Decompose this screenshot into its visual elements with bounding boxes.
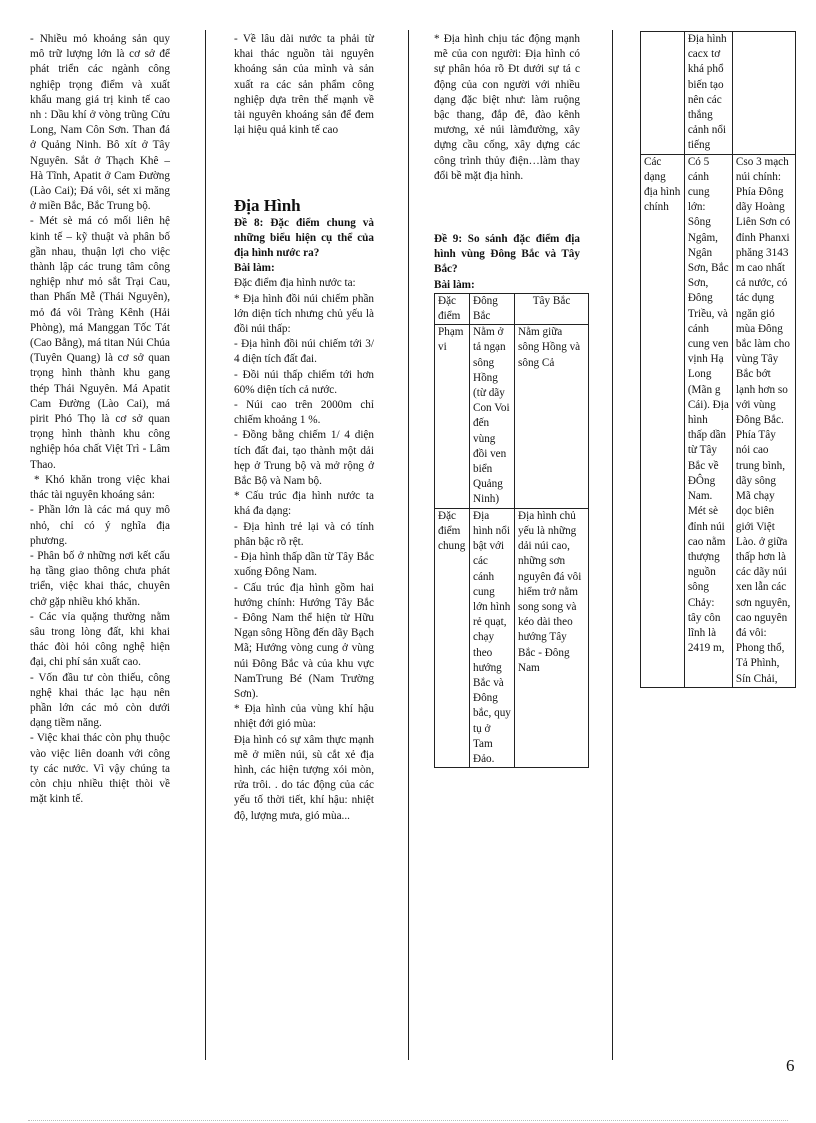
paragraph: - Mét sè má có mối liên hệ kinh tế – kỹ thuật và phân bố gần nhau, thuận lợi cho việc thành lập các trung tâm công nghiệp như mỏ sắt Trại Cau, than Phấn Mễ (Thái Nguyên), mỏ đá vôi Tràng Kênh (Hải Phòng), má Manggan Tốc Tát (Cao Bằng), má titan Núi Chúa (Tuyên Quang) là cơ sở quan trọng hình thành khu gang thép Thái Nguyên. Má Apatit Cam Đường (Lào Cai), má pirit Phó Thọ là cơ sở quan trọng hình thành khu công nghiệp hóa chất Việt Trì - Lâm Thao. [30,215,170,471]
column-2 [234,32,374,824]
table-cell [641,32,685,155]
paragraph: - Đồng bằng chiếm 1/ 4 diện tích đất đai, tạo thành một dải hẹp ở Trung bộ và mở rộng ở Bắc Bộ và Nam bộ. [234,429,374,488]
paragraph: Địa hình có sự xâm thực mạnh mẽ ở miền núi, sù cắt xẻ địa hình, các hiện tượng xói mòn, rửa trôi. . do tác động của các yếu tố thời tiết, khí hậu: nhiệt độ, lượng mưa, gió mùa... [234,733,374,822]
paragraph: * Cấu trúc địa hình nước ta khá đa dạng: [234,490,374,518]
table-cell: Địa hình nổi bật với các cánh cung lớn hình rẻ quạt, chạy theo hướng Bắc và Đông bắc, quy tụ ở Tam Đảo. [470,508,515,767]
table-row [641,32,796,155]
table-cell: Nằm giữa sông Hồng và sông Cả [515,325,589,508]
page-number: 6 [786,1056,795,1075]
column-divider [612,30,613,1060]
paragraph: - Việc khai thác còn phụ thuộc vào việc liên doanh với công ty các nước. Vì vậy chúng ta còn chịu nhiều thiệt thòi về mặt kinh tế. [30,732,170,806]
table-header-cell: Tây Bắc [515,293,589,324]
paragraph: - Nhiều mỏ khoảng sản quy mô trữ lượng lớn là cơ sở để phát triển các ngành công nghiệp trọng điểm và xuất khẩu mang giá trị kinh tế cao nh : Dầu khí ở vòng trũng Cửu Long, Nam Côn Sơn. Than đá ở Quảng Ninh. Bô xít ở Tây Nguyên. Sắt ở Thạch Khê – Hà Tĩnh, Apatit ở Cam Đường (Lào Cai); Đá vôi, sét xi măng ở miền Bắc, Bắc Trung bộ. [30,33,170,213]
column-divider [205,30,206,1060]
paragraph: * Địa hình chịu tác động mạnh mẽ của con người: Địa hình có sự phân hóa rõ Đt dưới sự tá c động của con người với nhiều dạng đặc biệt như: làm ruộng bậc thang, đắp đê, đào kênh mương, xẻ núi làmđường, xây dựng cầu cống, xây dựng các công trình thủy điện…làm thay đổi bề mặt địa hình. [434,33,580,182]
table-cell: Có 5 cánh cung lớn: Sông Ngâm, Ngân Sơn, Bắc Sơn, Đông Triều, và cánh cung ven vịnh Hạ Long (Mãn g Cái). Địa hình thấp dần từ Tây Bắc về ĐÔng Nam. Mét sè đỉnh núi cao nằm thượng nguồn sông Chảy: tây côn lĩnh là 2419 m, [684,154,732,687]
paragraph: * Khó khăn trong việc khai thác tài nguyên khoáng sản: [30,473,170,502]
column-divider [408,30,409,1060]
paragraph: - Phân bố ở những nơi kết cấu hạ tầng giao thông chưa phát triển, việc khai thác, chuyên chở gặp nhiều khó khăn. [30,549,170,608]
paragraph: * Địa hình của vùng khí hậu nhiệt đới gió mùa: [234,703,374,731]
answer-label: Bài làm: [434,278,475,291]
table-row [435,325,589,508]
paragraph: * Địa hình đồi núi chiếm phần lớn diện tích nhưng chủ yếu là đồi núi thấp: [234,292,374,336]
paragraph: - Địa hình đồi núi chiếm tới 3/ 4 diện tích đất đai. [234,338,374,366]
section-heading: Địa Hình [234,196,301,216]
table-header-row [435,293,589,324]
footer-divider [28,1120,788,1121]
paragraph: - Phần lớn là các má quy mô nhỏ, chỉ có ý nghĩa địa phương. [30,504,170,547]
table-cell: Địa hình cacx tơ khá phổ biến tạo nên các thắng cảnh nổi tiếng [684,32,732,155]
table-header-cell: Đặc điểm [435,293,470,324]
column-1 [30,32,170,807]
comparison-table [434,293,589,768]
table-cell: Các dạng địa hình chính [641,154,685,687]
paragraph: - Về lâu dài nước ta phải từ khai thác nguồn tài nguyên khoáng sản của mình và sản xuất ra các sản phẩm công nghiệp dựa trên thế mạnh về tài nguyên khoáng sản để đem lại hiệu quả kinh tế cao [234,33,374,137]
question-title: Đề 9: So sánh đặc điểm địa hình vùng Đông Bắc và Tây Bắc? [434,233,580,276]
answer-label: Bài làm: [234,262,275,275]
table-row [641,154,796,687]
table-cell: Nằm ở tả ngạn sông Hồng (từ dãy Con Voi đến vùng đồi ven biển Quảng Ninh) [470,325,515,508]
table-cell: Địa hình chủ yếu là những dải núi cao, những sơn nguyên đá vôi hiểm trở nằm song song và kéo dài theo hướng Tây Bắc - Đông Nam [515,508,589,767]
paragraph: - Địa hình trẻ lại và có tính phân bậc rõ rệt. [234,520,374,548]
paragraph: - Đồi núi thấp chiếm tới hơn 60% diện tích cả nước. [234,368,374,396]
column-3 [434,32,580,768]
table-cell: Phạm vi [435,325,470,508]
table-row [435,508,589,767]
paragraph: - Địa hình thấp dần từ Tây Bắc xuống Đông Nam. [234,551,374,579]
paragraph: - Vốn đầu tư còn thiếu, công nghệ khai thác lạc hạu nên phần lớn các mỏ còn dưới dạng tiềm năng. [30,671,170,730]
paragraph: - Cấu trúc địa hình gồm hai hướng chính: Hướng Tây Bắc - Đông Nam thể hiện từ Hữu Ngạn sông Hồng đến dãy Bạch Mã; Hướng vòng cung ở vùng núi Đông Bắc và của khu vực NamTrung Bé (Nam Trường Sơn). [234,581,374,700]
table-cell: Cso 3 mạch núi chính: Phía Đông dãy Hoàng Liên Sơn có đỉnh Phanxi phăng 3143 m cao nhất cả nước, có tác dụng ngăn gió mùa Đông bắc làm cho vùng Tây Bắc bớt lạnh hơn so với vùng Đông Bắc. Phía Tây nói cao trung bình, dãy sông Mã chạy dọc biên giới Việt Lào. ở giữa thấp hơn là các dãy núi xen lẫn các sơn nguyên, cao nguyên đá vôi: Phong thổ, Tả Phình, Sín Chải, [732,154,795,687]
table-cell: Đặc điểm chung [435,508,470,767]
table-header-cell: Đông Bắc [470,293,515,324]
paragraph: - Các vỉa quặng thường nằm sâu trong lòng đất, khi khai thác đòi hỏi công nghệ hiện đại, chi phí sản xuất cao. [30,610,170,669]
paragraph: Đặc điểm địa hình nước ta: [234,277,356,290]
comparison-table-continued [640,31,796,688]
question-title: Đề 8: Đặc điểm chung và những biểu hiện cụ thể của địa hình nước ra? [234,216,374,260]
table-cell [732,32,795,155]
paragraph: - Núi cao trên 2000m chỉ chiếm khoảng 1 %. [234,399,374,427]
